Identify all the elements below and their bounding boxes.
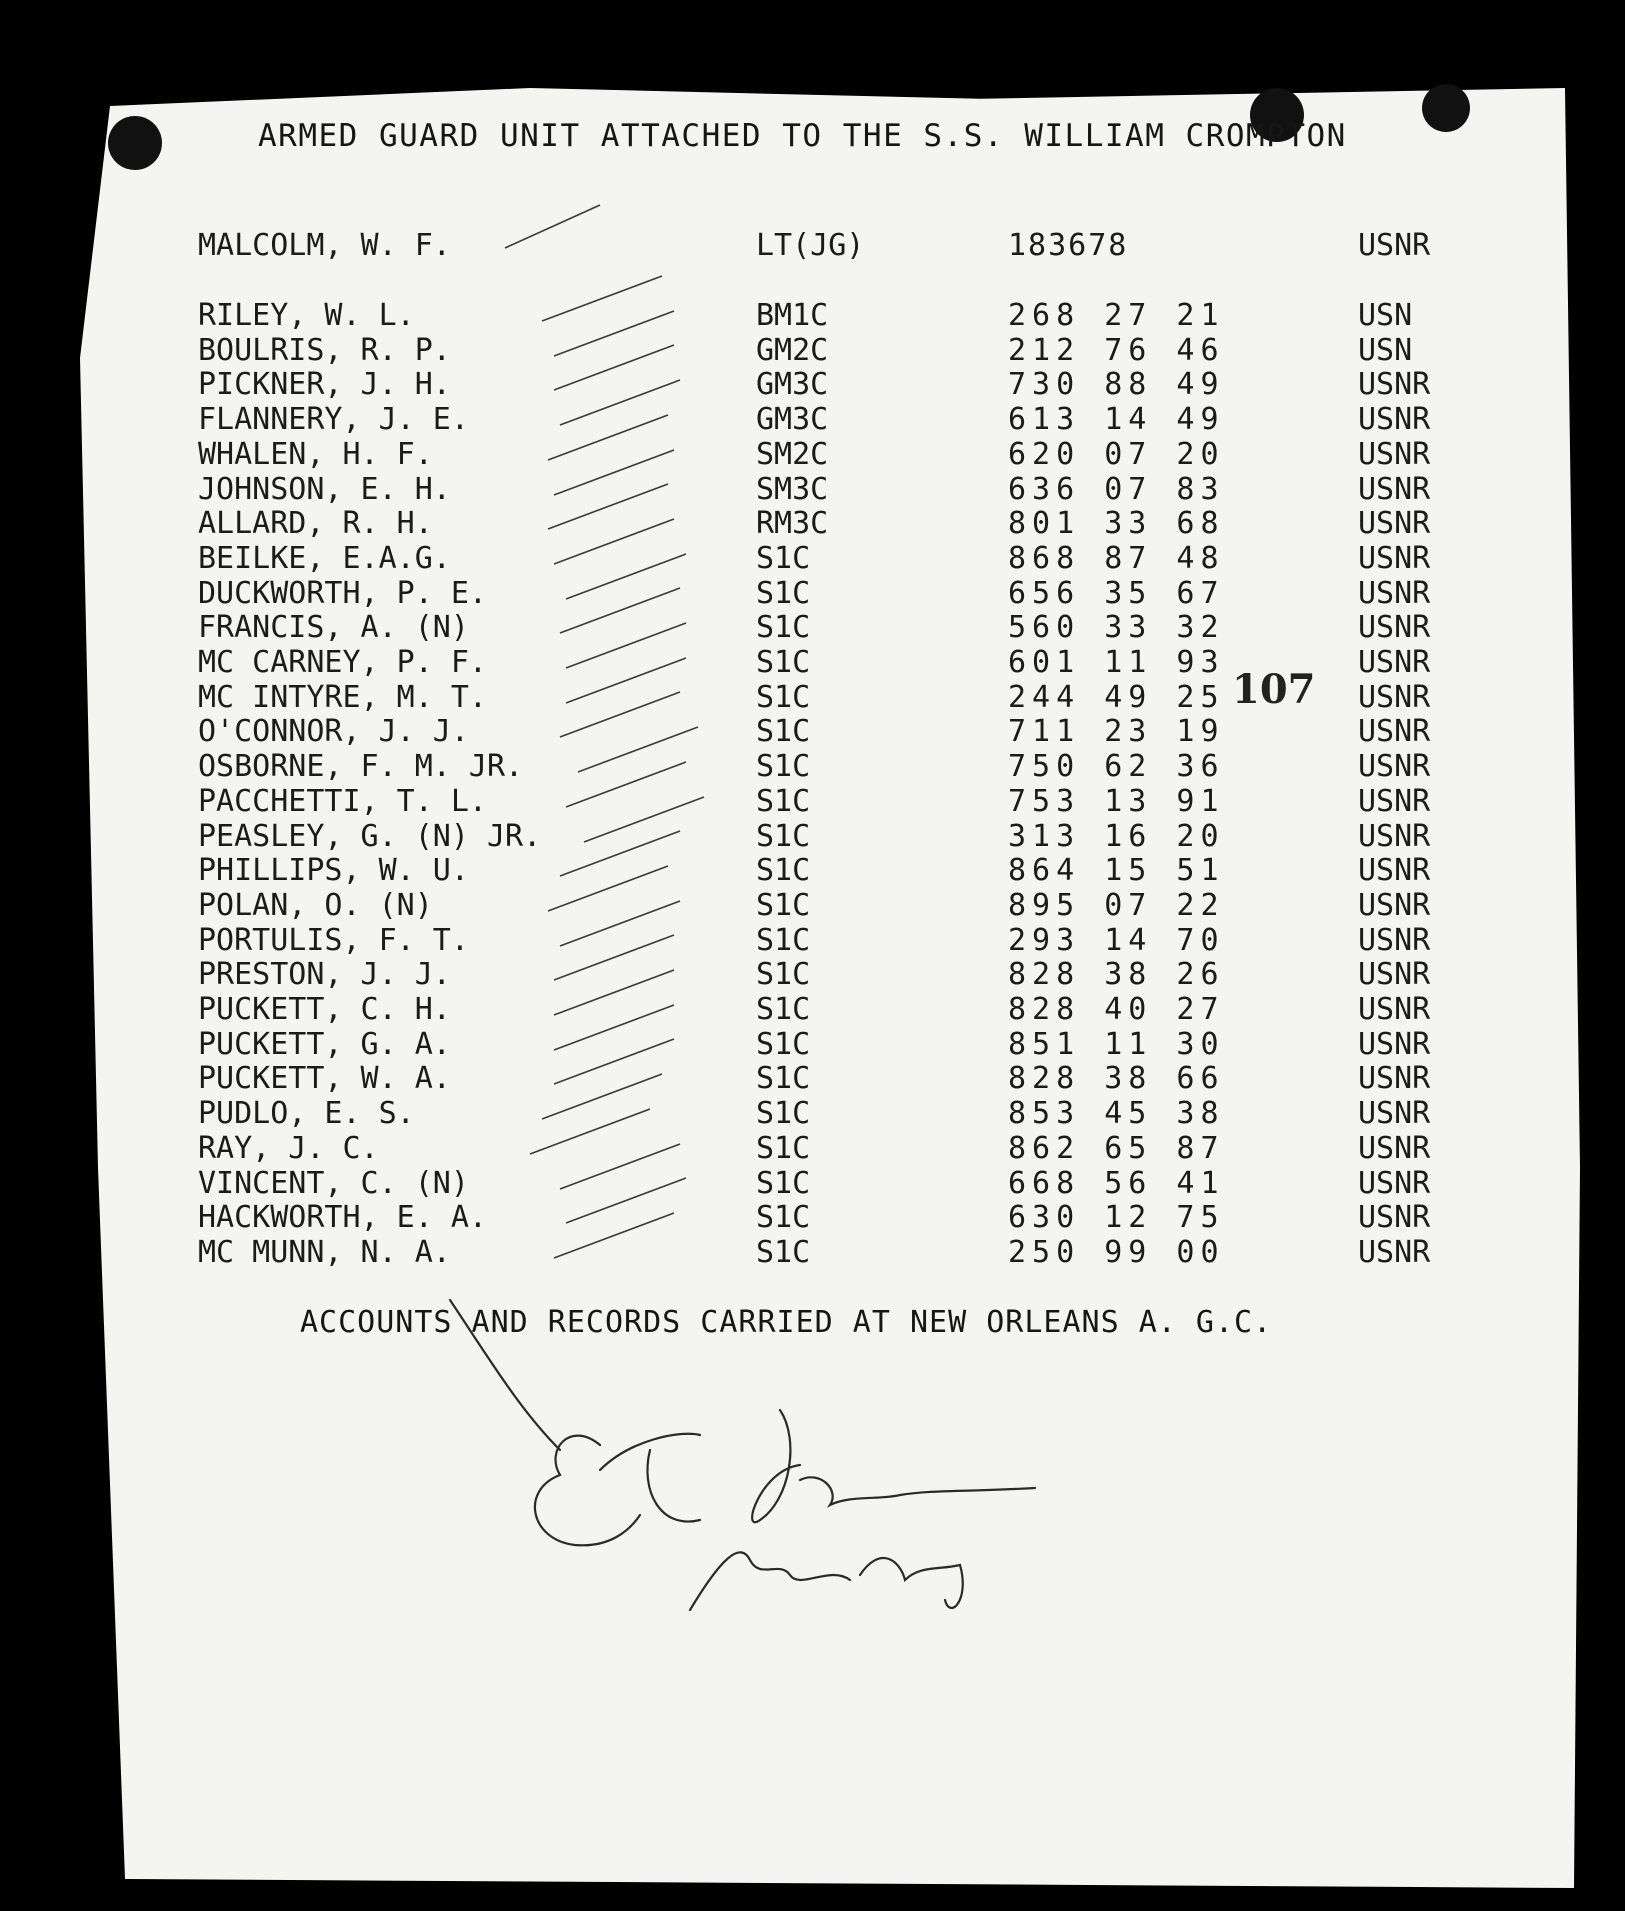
crew-name: HACKWORTH, E. A. (198, 1200, 487, 1235)
crew-name: VINCENT, C. (N) (198, 1166, 469, 1201)
crew-branch: USNR (1358, 437, 1431, 472)
crew-branch: USNR (1358, 1166, 1431, 1201)
check-mark (560, 1144, 680, 1189)
crew-name: PEASLEY, G. (N) JR. (198, 819, 542, 854)
crew-rate: S1C (756, 923, 811, 958)
check-mark (542, 1074, 662, 1119)
crew-service-number: 853 45 38 (1008, 1096, 1225, 1131)
check-mark (560, 380, 680, 425)
officer-service-number: 183678 (1008, 228, 1129, 263)
crew-service-number: 828 38 26 (1008, 957, 1225, 992)
crew-service-number: 862 65 87 (1008, 1131, 1225, 1166)
crew-rate: S1C (756, 749, 811, 784)
crew-rate: BM1C (756, 298, 829, 333)
check-mark (542, 276, 662, 321)
crew-service-number: 620 07 20 (1008, 437, 1225, 472)
crew-rate: GM3C (756, 367, 829, 402)
crew-branch: USN (1358, 333, 1413, 368)
check-marks (505, 205, 704, 1258)
crew-rate: S1C (756, 1200, 811, 1235)
crew-branch: USNR (1358, 576, 1431, 611)
crew-branch: USNR (1358, 610, 1431, 645)
crew-branch: USNR (1358, 1061, 1431, 1096)
crew-service-number: 313 16 20 (1008, 819, 1225, 854)
crew-name: JOHNSON, E. H. (198, 472, 451, 507)
crew-branch: USNR (1358, 367, 1431, 402)
crew-branch: USNR (1358, 1200, 1431, 1235)
crew-rate: S1C (756, 1061, 811, 1096)
check-mark (554, 1039, 674, 1084)
officer-rate: LT(JG) (756, 228, 865, 263)
crew-service-number: 656 35 67 (1008, 576, 1225, 611)
crew-service-number: 212 76 46 (1008, 333, 1225, 368)
officer-name: MALCOLM, W. F. (198, 228, 451, 263)
crew-name: PUDLO, E. S. (198, 1096, 415, 1131)
crew-rate: S1C (756, 784, 811, 819)
crew-name: O'CONNOR, J. J. (198, 714, 469, 749)
crew-branch: USNR (1358, 819, 1431, 854)
crew-service-number: 630 12 75 (1008, 1200, 1225, 1235)
crew-name: PICKNER, J. H. (198, 367, 451, 402)
crew-branch: USNR (1358, 923, 1431, 958)
crew-service-number: 293 14 70 (1008, 923, 1225, 958)
crew-rate: GM3C (756, 402, 829, 437)
crew-rate: S1C (756, 853, 811, 888)
crew-rate: S1C (756, 1027, 811, 1062)
crew-rate: S1C (756, 1235, 811, 1270)
crew-service-number: 801 33 68 (1008, 506, 1225, 541)
crew-name: MC INTYRE, M. T. (198, 680, 487, 715)
crew-name: WHALEN, H. F. (198, 437, 433, 472)
crew-branch: USNR (1358, 472, 1431, 507)
crew-rate: S1C (756, 992, 811, 1027)
crew-name: PRESTON, J. J. (198, 957, 451, 992)
crew-service-number: 730 88 49 (1008, 367, 1225, 402)
check-mark (554, 1213, 674, 1258)
check-mark (560, 831, 680, 876)
crew-branch: USNR (1358, 506, 1431, 541)
crew-name: POLAN, O. (N) (198, 888, 433, 923)
crew-name: RILEY, W. L. (198, 298, 415, 333)
check-mark (554, 519, 674, 564)
crew-name: ALLARD, R. H. (198, 506, 433, 541)
crew-service-number: 868 87 48 (1008, 541, 1225, 576)
crew-branch: USNR (1358, 853, 1431, 888)
signature (450, 1300, 1035, 1610)
crew-service-number: 268 27 21 (1008, 298, 1225, 333)
crew-name: MC CARNEY, P. F. (198, 645, 487, 680)
crew-branch: USNR (1358, 1096, 1431, 1131)
check-mark (554, 311, 674, 356)
crew-service-number: 668 56 41 (1008, 1166, 1225, 1201)
check-mark (566, 762, 686, 807)
crew-branch: USNR (1358, 1131, 1431, 1166)
crew-rate: S1C (756, 680, 811, 715)
crew-branch: USNR (1358, 541, 1431, 576)
crew-branch: USNR (1358, 714, 1431, 749)
crew-branch: USNR (1358, 992, 1431, 1027)
crew-branch: USNR (1358, 749, 1431, 784)
check-mark (554, 1005, 674, 1050)
crew-rate: S1C (756, 1166, 811, 1201)
crew-service-number: 750 62 36 (1008, 749, 1225, 784)
crew-rate: S1C (756, 714, 811, 749)
crew-service-number: 828 38 66 (1008, 1061, 1225, 1096)
crew-rate: S1C (756, 819, 811, 854)
crew-branch: USNR (1358, 402, 1431, 437)
crew-service-number: 601 11 93 (1008, 645, 1225, 680)
crew-service-number: 636 07 83 (1008, 472, 1225, 507)
crew-rate: GM2C (756, 333, 829, 368)
check-mark (566, 1178, 686, 1223)
crew-name: PUCKETT, C. H. (198, 992, 451, 1027)
crew-rate: S1C (756, 1096, 811, 1131)
crew-name: PUCKETT, G. A. (198, 1027, 451, 1062)
crew-branch: USN (1358, 298, 1413, 333)
crew-rate: S1C (756, 541, 811, 576)
crew-name: DUCKWORTH, P. E. (198, 576, 487, 611)
document-title: ARMED GUARD UNIT ATTACHED TO THE S.S. WILLIAM CROMPTON (258, 118, 1347, 154)
check-mark (548, 415, 668, 460)
crew-rate: S1C (756, 576, 811, 611)
check-mark (554, 345, 674, 390)
check-mark (548, 866, 668, 911)
crew-name: PHILLIPS, W. U. (198, 853, 469, 888)
crew-branch: USNR (1358, 784, 1431, 819)
crew-rate: S1C (756, 888, 811, 923)
crew-rate: S1C (756, 1131, 811, 1166)
crew-service-number: 244 49 25 (1008, 680, 1225, 715)
crew-branch: USNR (1358, 1027, 1431, 1062)
crew-rate: S1C (756, 645, 811, 680)
crew-name: PACCHETTI, T. L. (198, 784, 487, 819)
check-mark (584, 797, 704, 842)
crew-rate: S1C (756, 957, 811, 992)
crew-service-number: 711 23 19 (1008, 714, 1225, 749)
crew-name: PORTULIS, F. T. (198, 923, 469, 958)
check-mark (505, 205, 600, 248)
check-mark (554, 970, 674, 1015)
crew-name: MC MUNN, N. A. (198, 1235, 451, 1270)
officer-branch: USNR (1358, 228, 1431, 263)
crew-service-number: 560 33 32 (1008, 610, 1225, 645)
check-mark (578, 727, 698, 772)
crew-name: FLANNERY, J. E. (198, 402, 469, 437)
crew-branch: USNR (1358, 888, 1431, 923)
crew-name: FRANCIS, A. (N) (198, 610, 469, 645)
check-mark (530, 1109, 650, 1154)
crew-name: RAY, J. C. (198, 1131, 379, 1166)
crew-branch: USNR (1358, 1235, 1431, 1270)
crew-branch: USNR (1358, 645, 1431, 680)
crew-service-number: 864 15 51 (1008, 853, 1225, 888)
crew-service-number: 895 07 22 (1008, 888, 1225, 923)
crew-service-number: 851 11 30 (1008, 1027, 1225, 1062)
crew-service-number: 753 13 91 (1008, 784, 1225, 819)
crew-name: PUCKETT, W. A. (198, 1061, 451, 1096)
crew-branch: USNR (1358, 680, 1431, 715)
footer-note: ACCOUNTS AND RECORDS CARRIED AT NEW ORLEANS A. G.C. (300, 1305, 1273, 1340)
crew-rate: S1C (756, 610, 811, 645)
crew-service-number: 828 40 27 (1008, 992, 1225, 1027)
crew-rate: RM3C (756, 506, 829, 541)
crew-branch: USNR (1358, 957, 1431, 992)
crew-name: OSBORNE, F. M. JR. (198, 749, 524, 784)
crew-name: BEILKE, E.A.G. (198, 541, 451, 576)
check-mark (566, 623, 686, 668)
crew-rate: SM3C (756, 472, 829, 507)
crew-service-number: 250 99 00 (1008, 1235, 1225, 1270)
crew-name: BOULRIS, R. P. (198, 333, 451, 368)
crew-rate: SM2C (756, 437, 829, 472)
stamp-number: 107 (1232, 666, 1316, 713)
crew-service-number: 613 14 49 (1008, 402, 1225, 437)
